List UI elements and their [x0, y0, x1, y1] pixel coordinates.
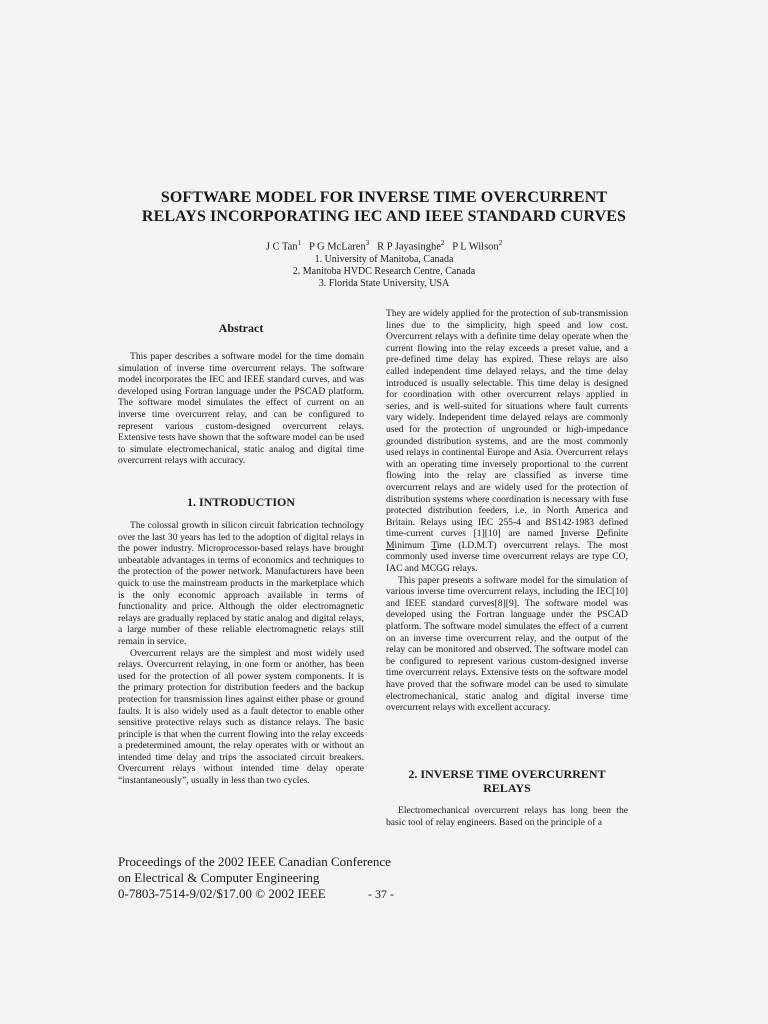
- affiliation: 1. University of Manitoba, Canada: [314, 253, 454, 265]
- title-line-2: RELAYS INCORPORATING IEC AND IEEE STANDARD CURVES: [141, 208, 627, 225]
- author-list: [160, 237, 608, 254]
- affiliation: 2. Manitoba HVDC Research Centre, Canada: [292, 265, 476, 277]
- paragraph-text: They are widely applied for the protection of sub-transmission lines due to the simplicity, high speed and low cost. Overcurrent relays with a definite time delay operate when the current flowing into the relay exceeds a preset value, and a pre-defined time delay has expired. These relays are also called independent time delayed relays, and the time delay introduced is usually selectable. This time delay is designed for coordination with other overcurrent relays applied in series, and is well-suited for situations where fault currents vary widely. Independent time delayed relays are commonly used for the protection of ungrounded or high-impedance grounded distribution systems, and are the most commonly used relays in continental Europe and Asia. Overcurrent relays with an operating time inversely proportional to the current flowing into the relay are classified as inverse time overcurrent relays and are widely used for the protection of distribution systems where coordination is necessary with fuse protected distribution feeders, i.e. in North America and Britain. Relays using IEC 255-4 and BS142-1983 defined time-current curves [1][10] are named: [386, 308, 628, 540]
- idmt-initial: T: [431, 539, 437, 551]
- idmt-text: inimum: [394, 539, 432, 551]
- idmt-text: efinite: [603, 528, 628, 540]
- author-affil-mark: 1: [297, 239, 302, 247]
- abstract-heading: Abstract: [218, 321, 264, 335]
- paragraph: This paper presents a software model for the simulation of various inverse time overcurrent relays, including the IEC[10] and IEEE standard curves[8][9]. The software model was developed using the Fortran language under the PSCAD platform. The software model simulates the effect of a current on an inverse time overcurrent relay, and the output of the relay can be monitored and observed. The software model can be configured to represent various custom-designed inverse time overcurrent relays. Extensive tests on the software model have proved that the software model can be used to simulate electromechanical, static analog and digital inverse time overcurrent relays with excellent accuracy.: [386, 574, 628, 714]
- section-2-heading-line: 2. INVERSE TIME OVERCURRENT: [408, 767, 606, 781]
- idmt-initial: I: [560, 528, 564, 540]
- author-block: [160, 237, 608, 290]
- abstract-body: [118, 351, 364, 467]
- section-2-heading: [386, 767, 628, 795]
- right-column-body: [386, 308, 628, 714]
- abstract-text: This paper describes a software model for the time domain simulation of inverse time overcurrent relays. The software model incorporates the IEC and IEEE standard curves, and was developed using Fortran language under the PSCAD platform. The software model simulates the effect of current on an inverse time overcurrent relay, and can be configured to represent various custom-designed overcurrent relays. Extensive tests have shown that the software model can be used to simulate electromechanical, static analog and digital time overcurrent relays with accuracy.: [118, 351, 364, 467]
- footer-line: on Electrical & Computer Engineering: [118, 870, 320, 885]
- paragraph: The colossal growth in silicon circuit fabrication technology over the last 30 years has led to the adoption of digital relays in the power industry. Microprocessor-based relays have brought unbeatable advantages in terms of economics and techniques to the protection of the power network. Manufacturers have been quick to use the mainstream products in the marketplace which is the only economic approach available in terms of functionality and price. Although the older electromagnetic relays are gradually replaced by static analog and digital relays, a large number of these reliable electromagnetic relays still remain in service.: [118, 520, 364, 647]
- introduction-heading: 1. INTRODUCTION: [186, 495, 295, 509]
- footer-line: Proceedings of the 2002 IEEE Canadian Conference: [118, 854, 391, 869]
- idmt-text: nverse: [563, 528, 597, 540]
- paragraph-text: (I.D.M.T) overcurrent relays. The most commonly used inverse time overcurrent relays are type CO, IAC and MCGG relays.: [386, 539, 629, 575]
- idmt-initial: M: [386, 539, 395, 551]
- paragraph: [386, 308, 628, 575]
- idmt-text: ime: [436, 539, 452, 551]
- paragraph: Electromechanical overcurrent relays has long been the basic tool of relay engineers. Based on the principle of a: [386, 805, 628, 828]
- author-name: P L Wilson: [452, 241, 499, 253]
- author-affil-mark: 2: [440, 239, 445, 247]
- author-affil-mark: 3: [365, 239, 370, 247]
- author-name: R P Jayasinghe: [377, 241, 441, 253]
- paper-title: [120, 188, 648, 226]
- author-name: J C Tan: [265, 241, 298, 253]
- title-line-1: SOFTWARE MODEL FOR INVERSE TIME OVERCURRENT: [160, 189, 608, 206]
- paragraph: Overcurrent relays are the simplest and most widely used relays. Overcurrent relaying, in one form or another, has been used for the protection of all power system components. It is the primary protection for distribution feeders and the backup protection for transmission lines against either phase or ground faults. It is also widely used as a fault detector to enable other sensitive protective relays such as distance relays. The basic principle is that when the current flowing into the relay exceeds a predetermined amount, the relay operates with or without an intended time delay and trips the associated circuit breakers. Overcurrent relays without intended time delay operate “instantaneously”, usually in less than two cycles.: [118, 647, 364, 787]
- introduction-body: [118, 520, 364, 787]
- author-affil-mark: 2: [498, 239, 503, 247]
- section-2-heading-line: RELAYS: [483, 781, 531, 795]
- author-name: P G McLaren: [308, 241, 366, 253]
- page-number: - 37 -: [368, 887, 394, 901]
- idmt-initial: D: [596, 528, 604, 540]
- section-2-body: [386, 805, 628, 828]
- affiliation: 3. Florida State University, USA: [318, 277, 450, 289]
- footer-line: 0-7803-7514-9/02/$17.00 © 2002 IEEE: [118, 886, 326, 901]
